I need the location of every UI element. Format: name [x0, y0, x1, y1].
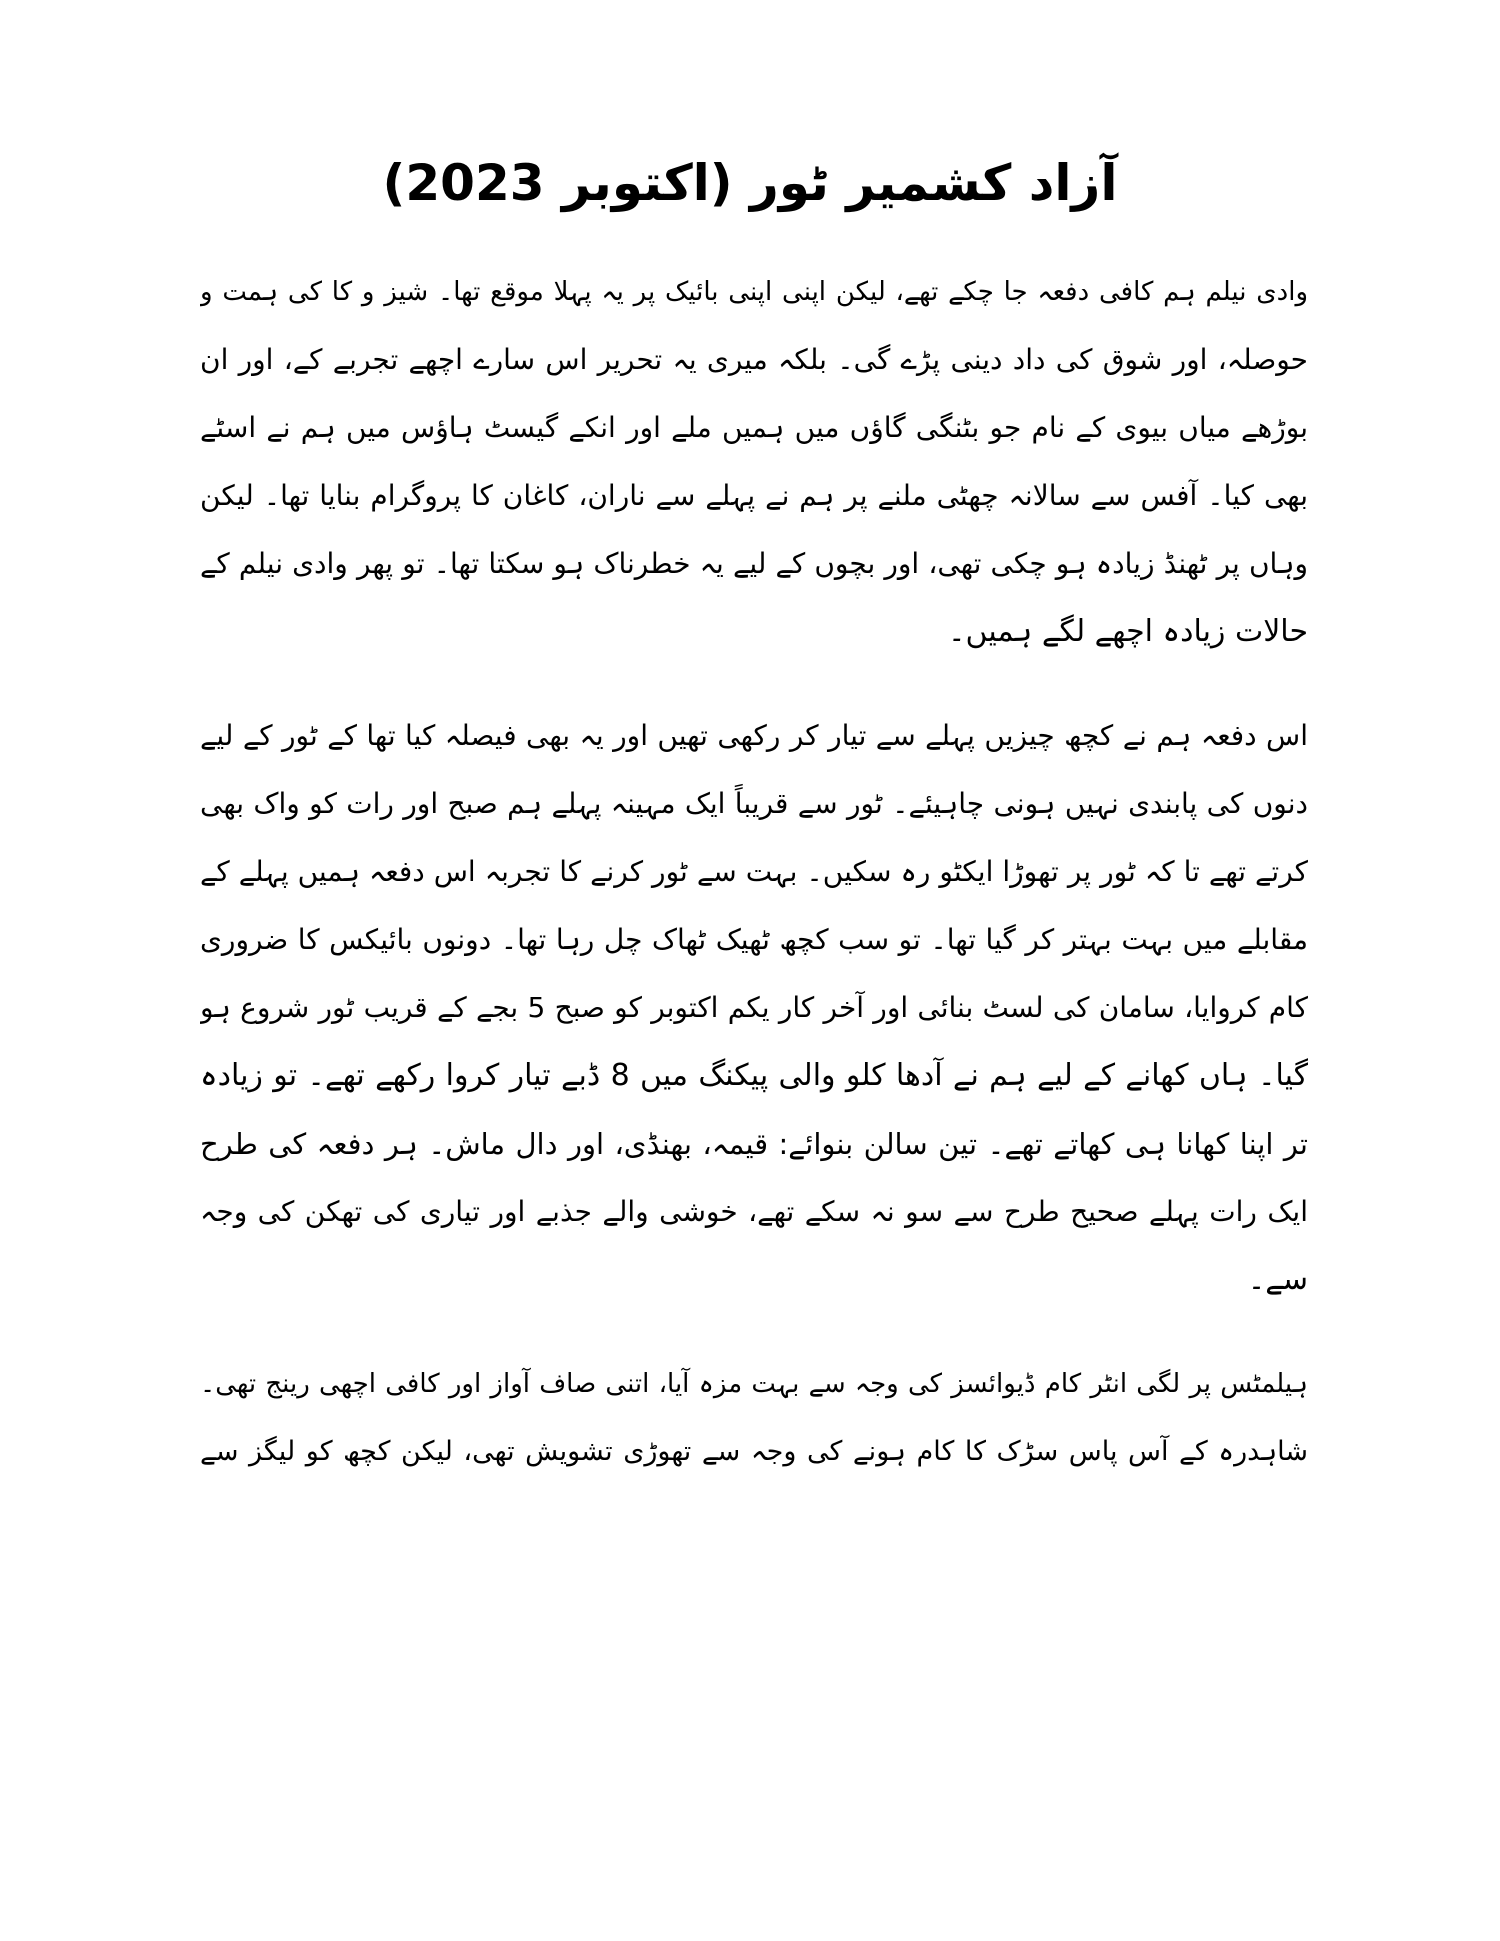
paragraph-3: [200, 1350, 1308, 1486]
text-line: کام کروایا، سامان کی لسٹ بنائی اور آخر کار یکم اکتوبر کو صبح 5 بجے کے قریب ٹور شروع ہو: [200, 991, 1308, 1024]
text-line: کرتے تھے تا کہ ٹور پر تھوڑا ایکٹو رہ سکیں۔ بہت سے ٹور کرنے کا تجربہ اس دفعہ ہمیں پہلے کے: [200, 855, 1308, 888]
text-line: تر اپنا کھانا ہی کھاتے تھے۔ تین سالن بنوائے: قیمہ، بھنڈی، اور دال ماش۔ ہر دفعہ کی طرح: [200, 1127, 1308, 1161]
text-line: وہاں پر ٹھنڈ زیادہ ہو چکی تھی، اور بچوں کے لیے یہ خطرناک ہو سکتا تھا۔ تو پھر وادی نیلم کے: [200, 547, 1308, 580]
text-line: بوڑھے میاں بیوی کے نام جو بٹنگی گاؤں میں ہمیں ملے اور انکے گیسٹ ہاؤس میں ہم نے اسٹے: [200, 411, 1308, 444]
text-line: گیا۔ ہاں کھانے کے لیے ہم نے آدھا کلو والی پیکنگ میں 8 ڈبے تیار کروا رکھے تھے۔ تو زیادہ: [200, 1058, 1308, 1093]
document-title: آزاد کشمیر ٹور (اکتوبر 2023): [382, 154, 1118, 212]
text-line: دنوں کی پابندی نہیں ہونی چاہیئے۔ ٹور سے قریباً ایک مہینہ پہلے ہم صبح اور رات کو واک بھی: [200, 787, 1308, 820]
paragraph-2: [200, 702, 1308, 1314]
text-line: بھی کیا۔ آفس سے سالانہ چھٹی ملنے پر ہم نے پہلے سے ناران، کاغان کا پروگرام بنایا تھا۔ لیکن: [200, 479, 1308, 512]
text-line: شاہدرہ کے آس پاس سڑک کا کام ہونے کی وجہ سے تھوڑی تشویش تھی، لیکن کچھ کو لیگز سے: [200, 1436, 1308, 1467]
text-line: اس دفعہ ہم نے کچھ چیزیں پہلے سے تیار کر رکھی تھیں اور یہ بھی فیصلہ کیا تھا کے ٹور کے لیے: [200, 719, 1308, 752]
text-line: سے۔: [1247, 1262, 1308, 1297]
text-line: ہیلمٹس پر لگی انٹر کام ڈیوائسز کی وجہ سے بہت مزہ آیا، اتنی صاف آواز اور کافی اچھی رینج تھی۔: [200, 1369, 1308, 1399]
text-line: حوصلہ، اور شوق کی داد دینی پڑے گی۔ بلکہ میری یہ تحریر اس سارے اچھے تجربے کے، اور ان: [200, 343, 1308, 376]
paragraph-1: [200, 258, 1308, 666]
text-line: وادی نیلم ہم کافی دفعہ جا چکے تھے، لیکن اپنی اپنی بائیک پر یہ پہلا موقع تھا۔ شیز و کا کی ہمت و: [200, 277, 1308, 307]
text-line: حالات زیادہ اچھے لگے ہمیں۔: [947, 614, 1308, 649]
text-line: ایک رات پہلے صحیح طرح سے سو نہ سکے تھے، خوشی والے جذبے اور تیاری کی تھکن کی وجہ: [200, 1195, 1308, 1228]
text-line: مقابلے میں بہت بہتر کر گیا تھا۔ تو سب کچھ ٹھیک ٹھاک چل رہا تھا۔ دونوں بائیکس کا ضروری: [200, 923, 1308, 956]
document-body: [200, 258, 1308, 1522]
